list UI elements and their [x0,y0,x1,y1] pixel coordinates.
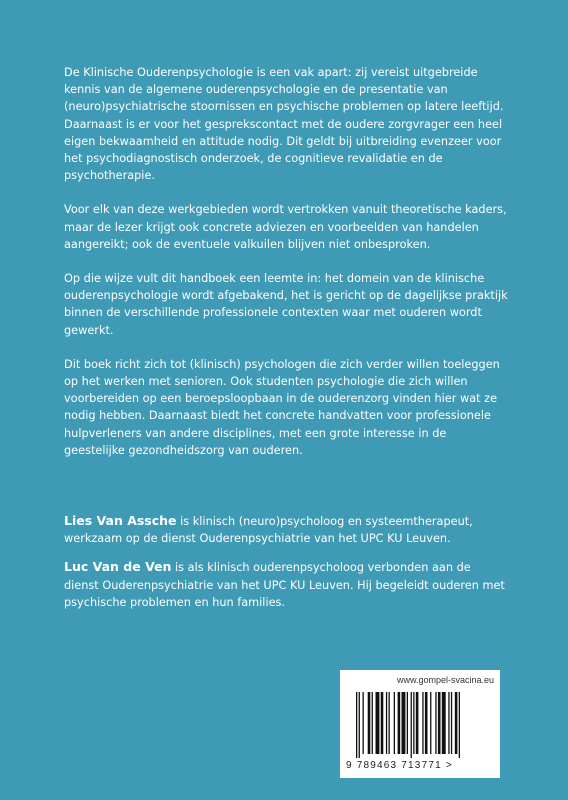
author-bio-text-2: is als klinisch ouderenpsycholoog verbonden aan de dienst Ouderenpsychiatrie van het UPC KU Leuven. Hij begeleidt ouderen met psychische problemen en hun families. [64,561,505,609]
barcode-bar [381,692,384,754]
author-bios [64,512,508,622]
description-paragraph-2: Voor elk van deze werkgebieden wordt vertrokken vanuit theoretische kaders, maar de lezer krijgt ook concrete adviezen en voorbeelden van handelen aangereikt; ook de eventuele valkuilen blijven niet onbesproken. [64,203,507,251]
barcode-bar [413,692,414,754]
barcode-bar [359,692,360,758]
barcode-bar [368,692,371,754]
barcode-bar [455,692,458,754]
barcode-bar [376,692,380,754]
barcode-bar [394,692,395,754]
author-bio-1 [64,512,508,547]
barcode-bar [442,692,446,754]
barcode-box [340,670,500,778]
barcode-bar [389,692,390,754]
barcode-bar [402,692,406,754]
barcode-bar [411,692,412,758]
barcode-bar [430,692,431,754]
description-paragraph-1: De Klinische Ouderenpsychologie is een vak apart: zij vereist uitgebreide kennis van de algemene ouderenpsychologie en de presentatie van (neuro)psychiatrische stoornissen en psychische problemen op latere leeftijd. Daarnaast is er voor het gesprekscontact met de oudere zorgvrager een heel eigen bekwaamheid en attitude nodig. Dit geldt bij uitbreiding evenzeer voor het psychodiagnostisch onderzoek, de cognitieve revalidatie en de psychotherapie. [64,66,504,183]
barcode-bar [459,692,460,758]
barcode-bar [438,692,441,754]
barcode-bar [407,692,408,754]
barcode-bar [398,692,401,754]
barcode-bar [416,692,419,754]
barcode-bar [425,692,428,754]
author-bio-2 [64,558,508,611]
author-name-2: Luc Van de Ven [64,559,172,575]
author-name-1: Lies Van Assche [64,513,177,528]
barcode-bar [435,692,436,754]
description-paragraph-4: Dit boek richt zich tot (klinisch) psychologen die zich verder willen toeleggen op het werken met senioren. Ook studenten psychologie die zich willen voorbereiden op een beroepsloopbaan in de ouderenzorg vinden hier wat ze nodig hebben. Daarnaast biedt het concrete handvatten voor professionele hulpverleners van andere disciplines, met een grote interesse in de geestelijke gezondheidszorg van ouderen. [64,357,500,457]
barcode-bar [372,692,373,754]
barcode-bar [422,692,423,754]
barcode-bar [386,692,387,754]
author-bio-text-1: is klinisch (neuro)psycholoog en systeemtherapeut, werkzaam op de dienst Ouderenpsychiatrie van het UPC KU Leuven. [64,515,473,546]
isbn-number: 9 789463 713771 > [346,760,453,771]
description-paragraph-3: Op die wijze vult dit handboek een leemte in: het domein van de klinische ouderenpsychologie wordt afgebakend, het is gericht op de dagelijkse praktijk binnen de verschillende professionele contexten waar met ouderen wordt gewerkt. [64,272,508,337]
barcode-bar [356,692,357,758]
publisher-url: www.gompel-svacina.eu [396,675,494,685]
isbn-barcode [354,692,488,758]
barcode-bar [363,692,364,754]
back-cover-description [64,64,508,476]
barcode-bar [451,692,452,754]
barcode-bar [448,692,449,754]
